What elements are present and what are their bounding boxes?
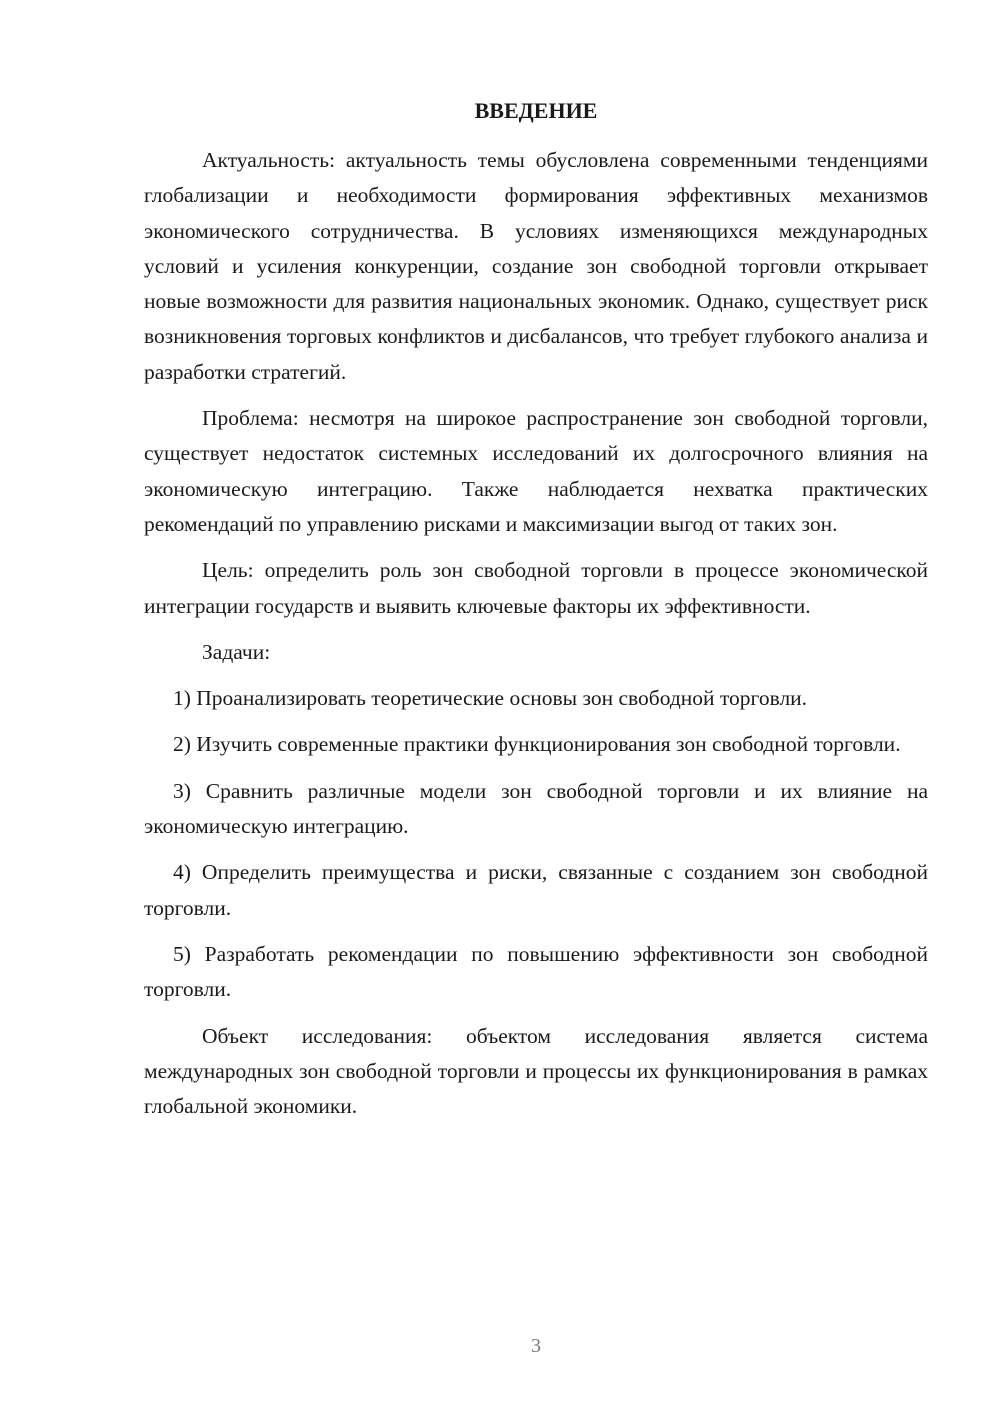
paragraph-goal: Цель: определить роль зон свободной торговли в процессе экономической интеграции государств и выявить ключевые факторы их эффективности. xyxy=(144,558,928,618)
page-title: ВВЕДЕНИЕ xyxy=(474,98,598,123)
task-item: 5) Разработать рекомендации по повышению эффективности зон свободной торговли. xyxy=(144,941,928,1002)
paragraph-problem: Проблема: несмотря на широкое распространение зон свободной торговли, существует недостаток системных исследований их долгосрочного влияния на экономическую интеграцию. Также наблюдается нехватка практических рекомендаций по управлению рисками и максимизации выгод от таких зон. xyxy=(144,406,928,536)
paragraph-relevance: Актуальность: актуальность темы обусловлена современными тенденциями глобализации и необходимости формирования эффективных механизмов экономического сотрудничества. В условиях изменяющихся международных условий и усиления конкуренции, создание зон свободной торговли открывает новые возможности для развития национальных экономик. Однако, существует риск возникновения торговых конфликтов и дисбалансов, что требует глубокого анализа и разработки стратегий. xyxy=(144,148,928,384)
document-body xyxy=(144,143,928,1135)
paragraph-object: Объект исследования: объектом исследования является система международных зон свободной торговли и процессы их функционирования в рамках глобальной экономики. xyxy=(144,1023,928,1119)
task-item: 2) Изучить современные практики функционирования зон свободной торговли. xyxy=(173,732,901,757)
task-item: 1) Проанализировать теоретические основы зон свободной торговли. xyxy=(173,686,808,711)
document-page xyxy=(144,0,928,1414)
paragraph-tasks-heading: Задачи: xyxy=(202,639,271,664)
page-number: 3 xyxy=(531,1335,541,1357)
task-item: 4) Определить преимущества и риски, связанные с созданием зон свободной торговли. xyxy=(144,860,928,920)
task-item: 3) Сравнить различные модели зон свободной торговли и их влияние на экономическую интеграцию. xyxy=(144,778,928,839)
